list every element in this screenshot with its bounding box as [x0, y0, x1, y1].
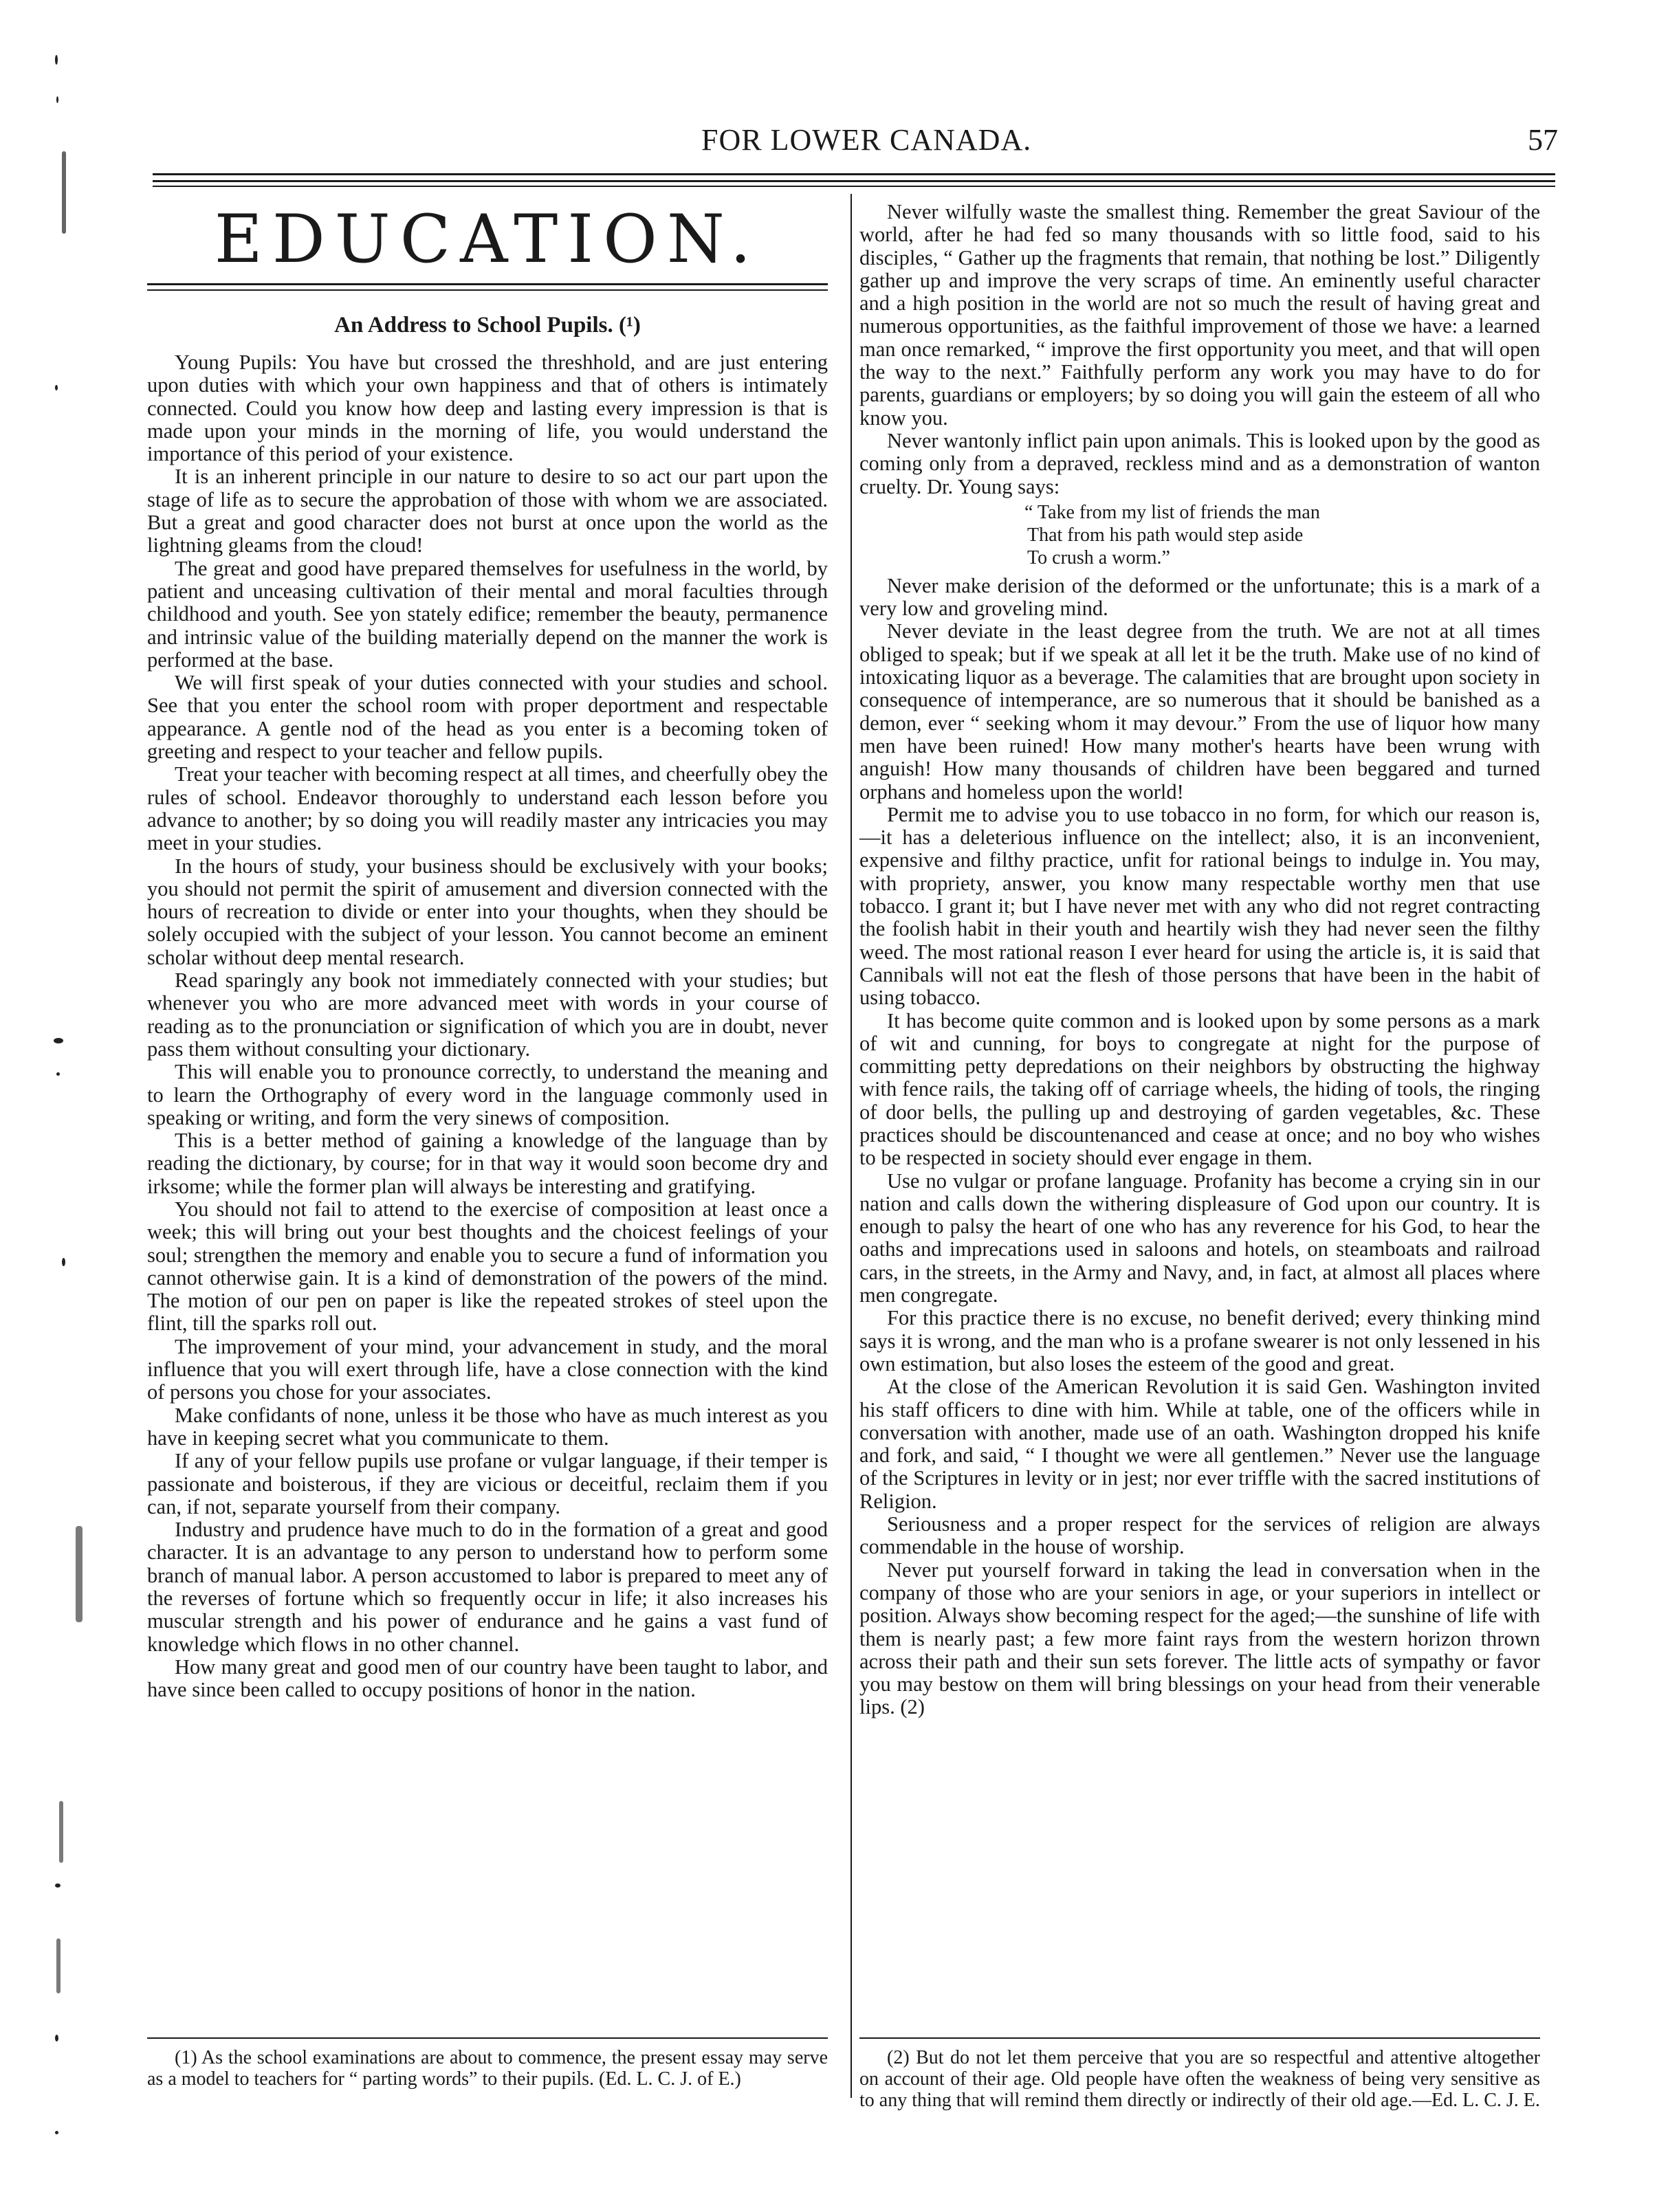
paragraph: The improvement of your mind, your advancement in study, and the moral influence that you will exert through life, have a close connection with the kind of persons you chose for your associates.: [147, 1334, 828, 1404]
footnote-1: [147, 2047, 828, 2090]
paragraph: It is an inherent principle in our nature to desire to so act our part upon the stage of life as to secure the approbation of those with whom we are associated. But a great and good character does not burst at once upon the world as the lightning gleams from the cloud!: [147, 465, 828, 557]
paragraph: It has become quite common and is looked upon by some persons as a mark of wit and cunning, for boys to congregate at night for the purpose of committing petty depredations on their neighbors by obstructing the highway with fence rails, the taking off of carriage wheels, the hiding of tools, the ringing of door bells, the pulling up and destroying of garden vegetables, &c. These practices should be discountenanced and cease at once; and no boy who wishes to be respected in society should ever engage in them.: [859, 1008, 1540, 1170]
paragraph: This is a better method of gaining a knowledge of the language than by reading the dictionary, by course; for in that way it would soon become dry and irksome; while the former plan will always be interesting and gratifying.: [147, 1129, 828, 1198]
paragraph: The great and good have prepared themselves for usefulness in the world, by patient and unceasing cultivation of their mental and moral faculties through childhood and youth. See yon stately edifice; remember the beauty, permanence and intrinsic value of the building materially depend on the manner the work is performed at the base.: [147, 556, 828, 672]
scan-margin-marks: [14, 41, 110, 2172]
footnote-text: (1) As the school examinations are about to commence, the present essay may serve as a model to teachers for “ parting words” to their pupils. (Ed. L. C. J. of E.): [147, 2047, 828, 2090]
paragraph: At the close of the American Revolution it is said Gen. Washington invited his staff officers to dine with him. While at table, one of the officers while in conversation with another, made use of an oath. Washington dropped his knife and fork, and said, “ I thought we were all gentlemen.” Never use the language of the Scriptures in levity or in jest; nor ever triffle with the sacred institutions of Religion.: [859, 1375, 1540, 1513]
paragraph: Use no vulgar or profane language. Profanity has become a crying sin in our nation and calls down the withering displeasure of God upon our country. It is enough to palsy the heart of one who has any reverence for his God, to hear the oaths and imprecations used in saloons and hotels, on steamboats and railroad cars, in the streets, in the Army and Navy, and, in fact, at almost all places where men congregate.: [859, 1169, 1540, 1307]
paragraph: In the hours of study, your business should be exclusively with your books; you should not permit the spirit of amusement and diversion connected with the hours of recreation to divide or enter into your thoughts, when they should be solely occupied with the subject of your lesson. You cannot become an eminent scholar without deep mental research.: [147, 854, 828, 969]
paragraph: Never make derision of the deformed or the unfortunate; this is a mark of a very low and groveling mind.: [859, 573, 1540, 621]
left-column: [147, 201, 828, 1702]
poem-quote: [1024, 501, 1540, 569]
paragraph: Young Pupils: You have but crossed the threshhold, and are just entering upon duties with which your own happiness and that of others is intimately connected. Could you know how deep and lasting every impression is that is made upon your minds in the morning of life, you would understand the importance of this period of your existence.: [147, 351, 828, 466]
right-column: [859, 201, 1540, 1719]
footnote-rule: [147, 2037, 828, 2039]
paragraph: Industry and prudence have much to do in the formation of a great and good character. It is an advantage to any person to understand how to perform some branch of manual labor. A person accustomed to labor is prepared to meet any of the reverses of fortune which so frequently occur in life; it also increases his muscular strength and his power of endurance and he gains a vast fund of knowledge which flows in no other channel.: [147, 1518, 828, 1656]
paragraph: Never wantonly inflict pain upon animals. This is looked upon by the good as coming only from a depraved, reckless mind and as a demonstration of wanton cruelty. Dr. Young says:: [859, 428, 1540, 498]
paragraph: How many great and good men of our country have been taught to labor, and have since been called to occupy positions of honor in the nation.: [147, 1655, 828, 1702]
paragraph: Make confidants of none, unless it be those who have as much interest as you have in keeping secret what you communicate to them.: [147, 1403, 828, 1450]
poem-line: “ Take from my list of friends the man: [1024, 501, 1320, 523]
column-divider: [851, 194, 852, 2098]
page-number: 57: [1528, 123, 1558, 157]
paragraph: If any of your fellow pupils use profane or vulgar language, if their temper is passionate and boisterous, if they are vicious or deceitful, reclaim them if you can, if not, separate yourself from their company.: [147, 1449, 828, 1518]
paragraph: This will enable you to pronounce correctly, to understand the meaning and to learn the Orthography of every word in the language commonly used in speaking or writing, and form the very sinews of composition.: [147, 1060, 828, 1129]
paragraph: Never put yourself forward in taking the lead in conversation when in the company of those who are your seniors in age, or your superiors in intellect or position. Always show becoming respect for the aged;—the sunshine of life with them is nearly past; a few more faint rays from the western horizon thrown across their path and their sun sets forever. The little acts of sympathy or favor you may bestow on them will bring blessings on your head from their venerable lips. (2): [859, 1558, 1540, 1719]
section-title: EDUCATION.: [214, 201, 761, 278]
title-rule: [147, 283, 828, 291]
article-title: An Address to School Pupils. (¹): [334, 313, 641, 338]
footnote-text: (2) But do not let them perceive that you are so respectful and attentive altogether on account of their age. Old people have often the weakness of being very sensitive as to any thing that will remind them directly or indirectly of their old age.—Ed. L. C. J. E.: [859, 2047, 1540, 2111]
poem-line: To crush a worm.”: [1027, 546, 1170, 568]
paragraph: Permit me to advise you to use tobacco in no form, for which our reason is, —it has a deleterious influence on the intellect; also, it is an inconvenient, expensive and filthy practice, unfit for rational beings to indulge in. You may, with propriety, answer, you know many respectable worthy men that use tobacco. I grant it; but I have never met with any who did not regret contracting the foolish habit in their youth and heartily wish they had never seen the filthy weed. The most rational reason I ever heard for using the article is, it is said that Cannibals will not eat the flesh of those persons that have been in the habit of using tobacco.: [859, 802, 1540, 1010]
paragraph: Seriousness and a proper respect for the services of religion are always commendable in the house of worship.: [859, 1512, 1540, 1559]
header-rule: [153, 186, 1555, 187]
paragraph: Never deviate in the least degree from the truth. We are not at all times obliged to speak; but if we speak at all let it be the truth. Make use of no kind of intoxicating liquor as a beverage. The calamities that are brought upon society in consequence of intemperance, are so numerous that it should be banished as a demon, ever “ seeking whom it may devour.” From the use of liquor how many men have been ruined! How many mother's hearts have been wrung with anguish! How many thousands of children have been beggared and turned orphans and homeless upon the world!: [859, 619, 1540, 804]
running-head: FOR LOWER CANADA.: [701, 123, 1032, 157]
header-rule: [153, 173, 1555, 175]
footnote-2: [859, 2047, 1540, 2111]
paragraph: For this practice there is no excuse, no benefit derived; every thinking mind says it is wrong, and the man who is a profane swearer is not only lessened in his own estimation, but also loses the esteem of the good and great.: [859, 1306, 1540, 1375]
paragraph: Read sparingly any book not immediately connected with your studies; but whenever you who are more advanced meet with words in your course of reading as to the pronunciation or signification of which you are in doubt, never pass them without consulting your dictionary.: [147, 969, 828, 1061]
paragraph: We will first speak of your duties connected with your studies and school. See that you enter the school room with proper deportment and respectable appearance. A gentle nod of the head as you enter is a becoming token of greeting and respect to your teacher and fellow pupils.: [147, 671, 828, 764]
paragraph: Treat your teacher with becoming respect at all times, and cheerfully obey the rules of school. Endeavor thoroughly to understand each lesson before you advance to another; by so doing you will readily master any intricacies you may meet in your studies.: [147, 762, 828, 855]
header-rule: [153, 180, 1555, 182]
paragraph: Never wilfully waste the smallest thing. Remember the great Saviour of the world, after he had fed so many thousands with so little food, said to his disciples, “ Gather up the fragments that remain, that nothing be lost.” Diligently gather up and improve the very scraps of time. An eminently useful character and a high position in the world are not so much the result of having great and numerous opportunities, as the faithful improvement of those we have: a learned man once remarked, “ improve the first opportunity you meet, and that will open the way to the next.” Faithfully perform any work you may have to do for parents, guardians or employers; by so doing you will gain the esteem of all who know you.: [859, 200, 1540, 430]
poem-line: That from his path would step aside: [1027, 524, 1304, 546]
paragraph: You should not fail to attend to the exercise of composition at least once a week; this will bring out your best thoughts and the choicest feelings of your soul; strengthen the memory and enable you to secure a fund of information you cannot otherwise gain. It is a kind of demonstration of the powers of the mind. The motion of our pen on paper is like the repeated strokes of steel upon the flint, till the sparks roll out.: [147, 1197, 828, 1336]
footnote-rule: [859, 2037, 1540, 2039]
